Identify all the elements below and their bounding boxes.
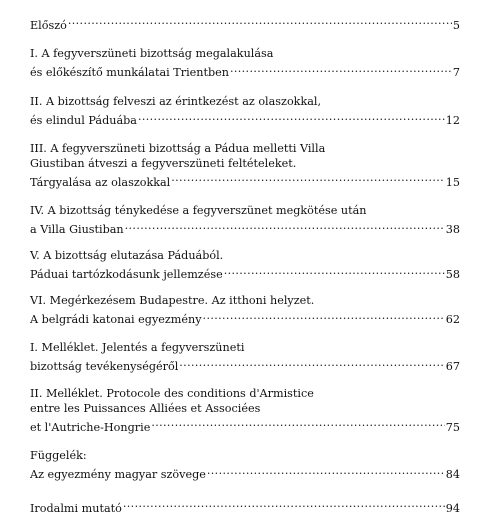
dot-leader — [68, 14, 452, 29]
toc-entry-title-cont: és elindul Páduába — [30, 114, 137, 127]
toc-page-number: 5 — [452, 18, 460, 32]
dot-leader — [123, 497, 445, 512]
dot-leader — [151, 416, 444, 431]
toc-entry-chapter-2[interactable] — [30, 95, 460, 129]
toc-entry-title-cont: Páduai tartózkodásunk jellemzése — [30, 268, 223, 281]
toc-entry-title-cont: Giustiban átveszi a fegyverszüneti feltételeket. — [30, 156, 297, 170]
toc-page-number: 67 — [445, 360, 460, 373]
toc-page-number: 75 — [445, 420, 460, 434]
toc-entry-title: Előszó — [30, 18, 67, 32]
toc-entry-title: IV. A bizottság ténykedése a fegyverszünet megkötése után — [30, 204, 367, 217]
toc-entry-chapter-3[interactable] — [30, 142, 460, 190]
toc-entry-title: III. A fegyverszüneti bizottság a Pádua melletti Villa — [30, 142, 326, 155]
toc-entry-title-cont: bizottság tevékenységéről — [30, 360, 179, 373]
toc-page-number: 58 — [445, 268, 460, 281]
toc-entry-foreword[interactable] — [30, 14, 460, 33]
toc-page-number: 62 — [445, 313, 460, 326]
toc-entry-appendix-2[interactable] — [30, 387, 460, 435]
toc-entry-title: I. Melléklet. Jelentés a fegyverszüneti — [30, 341, 245, 354]
dot-leader — [179, 356, 444, 371]
toc-entry-chapter-4[interactable] — [30, 204, 460, 238]
dot-leader — [224, 264, 445, 279]
toc-entry-title-cont: entre les Puissances Alliées et Associées — [30, 401, 261, 415]
toc-page-number: 12 — [445, 114, 460, 127]
toc-entry-appendix-1[interactable] — [30, 341, 460, 375]
toc-page-number: 84 — [445, 468, 460, 481]
toc-entry-chapter-1[interactable] — [30, 47, 460, 81]
toc-entry-title-cont: et l'Autriche-Hongrie — [30, 420, 151, 434]
toc-entry-title: II. A bizottság felveszi az érintkezést az olaszokkal, — [30, 95, 322, 108]
toc-entry-bibliography[interactable] — [30, 497, 460, 516]
toc-page-number: 94 — [445, 501, 460, 515]
toc-entry-title: V. A bizottság elutazása Páduából. — [30, 249, 224, 262]
dot-leader — [230, 62, 452, 77]
toc-entry-title: II. Melléklet. Protocole des conditions d'Armistice — [30, 387, 314, 400]
toc-entry-chapter-5[interactable] — [30, 249, 460, 283]
dot-leader — [138, 110, 445, 125]
toc-entry-title-cont: Tárgyalása az olaszokkal — [30, 175, 171, 189]
dot-leader — [207, 464, 445, 479]
toc-entry-title-cont: és előkészítő munkálatai Trientben — [30, 66, 229, 79]
toc-entry-supplement[interactable] — [30, 449, 460, 483]
toc-page-number: 15 — [445, 175, 460, 189]
toc-page-number: 38 — [445, 223, 460, 236]
toc-entry-title-cont: a Villa Giustiban — [30, 223, 124, 236]
dot-leader — [125, 219, 445, 234]
toc-entry-chapter-6[interactable] — [30, 294, 460, 328]
toc-entry-title: Függelék: — [30, 449, 87, 462]
toc-entry-title: Irodalmi mutató — [30, 501, 122, 515]
toc-page-number: 7 — [452, 66, 460, 79]
dot-leader — [203, 309, 445, 324]
toc-entry-title: VI. Megérkezésem Budapestre. Az itthoni helyzet. — [30, 294, 315, 307]
dot-leader — [171, 171, 444, 186]
toc-entry-title-cont: Az egyezmény magyar szövege — [30, 468, 206, 481]
toc-entry-title: I. A fegyverszüneti bizottság megalakulása — [30, 47, 274, 60]
toc-entry-title-cont: A belgrádi katonai egyezmény — [30, 313, 202, 326]
